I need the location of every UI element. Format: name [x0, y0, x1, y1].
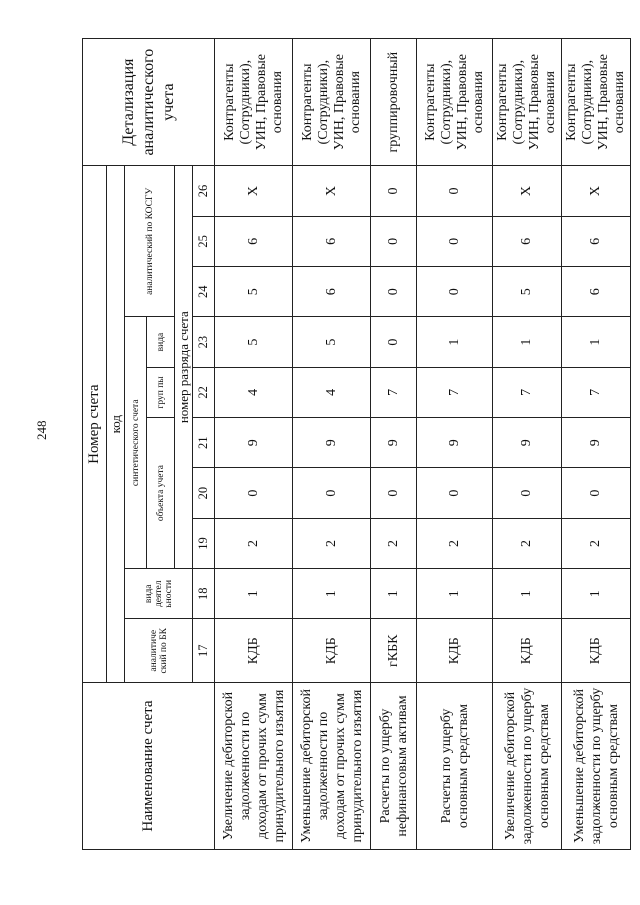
header-digit-number: номер разряда счета	[175, 166, 193, 569]
detail-cell: Контрагенты (Сотрудники), УИН, Правовые основания	[417, 39, 493, 166]
header-analytic-kosgu: аналитический по КОСГУ	[125, 166, 175, 317]
detail-cell: Контрагенты (Сотрудники), УИН, Правовые основания	[293, 39, 371, 166]
col-number-26: 26	[193, 166, 215, 216]
col-number-24: 24	[193, 267, 215, 317]
rotated-table-container	[82, 38, 627, 850]
cell-digit-26: 0	[371, 166, 417, 216]
table-row	[371, 39, 417, 850]
table-row	[215, 39, 293, 850]
header-analytic-bk: аналитиче ский по БК	[125, 619, 193, 683]
cell-digit-19: 2	[493, 518, 562, 568]
cell-digit-26: 0	[417, 166, 493, 216]
cell-digit-20: 0	[371, 468, 417, 518]
cell-activity-type: 1	[417, 569, 493, 619]
cell-analytic-bk: КДБ	[493, 619, 562, 683]
cell-digit-21: 9	[562, 418, 631, 468]
account-name: Уменьшение дебиторской задолженности по ущербу основным средствам	[562, 683, 631, 850]
detail-cell: Контрагенты (Сотрудники), УИН, Правовые основания	[562, 39, 631, 166]
cell-digit-24: 5	[215, 267, 293, 317]
cell-kind: 5	[215, 317, 293, 367]
col-number-25: 25	[193, 216, 215, 266]
cell-kind: 5	[293, 317, 371, 367]
cell-digit-26: Х	[215, 166, 293, 216]
cell-digit-21: 9	[493, 418, 562, 468]
account-name: Увеличение дебиторской задолженности по ущербу основным средствам	[493, 683, 562, 850]
cell-activity-type: 1	[215, 569, 293, 619]
header-name: Наименование счета	[83, 683, 215, 850]
cell-digit-20: 0	[562, 468, 631, 518]
cell-digit-20: 0	[293, 468, 371, 518]
table-row	[417, 39, 493, 850]
cell-digit-21: 9	[293, 418, 371, 468]
account-name: Уменьшение дебиторской задолженности по доходам от прочих сумм принудительного изъятия	[293, 683, 371, 850]
table-row	[493, 39, 562, 850]
cell-analytic-bk: КДБ	[293, 619, 371, 683]
cell-digit-20: 0	[417, 468, 493, 518]
account-name: Расчеты по ущербу основным средствам	[417, 683, 493, 850]
cell-kind: 1	[493, 317, 562, 367]
detail-cell: Контрагенты (Сотрудники), УИН, Правовые основания	[493, 39, 562, 166]
header-code: код	[107, 166, 125, 683]
table-row	[293, 39, 371, 850]
col-number-20: 20	[193, 468, 215, 518]
cell-digit-19: 2	[417, 518, 493, 568]
cell-kind: 1	[417, 317, 493, 367]
cell-digit-24: 0	[417, 267, 493, 317]
cell-activity-type: 1	[371, 569, 417, 619]
cell-digit-26: Х	[493, 166, 562, 216]
cell-digit-19: 2	[215, 518, 293, 568]
cell-group: 7	[371, 367, 417, 417]
col-number-22: 22	[193, 367, 215, 417]
header-account-number: Номер счета	[83, 166, 107, 683]
accounts-table	[82, 38, 631, 850]
cell-kind: 0	[371, 317, 417, 367]
col-number-18: 18	[193, 569, 215, 619]
header-detail: Детализация аналитического учета	[83, 39, 215, 166]
header-synthetic: синтетического счета	[125, 317, 147, 569]
header-activity-type: вида деятел ьности	[125, 569, 193, 619]
cell-digit-26: Х	[293, 166, 371, 216]
cell-digit-24: 6	[562, 267, 631, 317]
cell-digit-26: Х	[562, 166, 631, 216]
cell-kind: 1	[562, 317, 631, 367]
col-number-21: 21	[193, 418, 215, 468]
cell-digit-21: 9	[215, 418, 293, 468]
cell-analytic-bk: КДБ	[215, 619, 293, 683]
cell-digit-25: 0	[371, 216, 417, 266]
header-accounting-object: объекта учета	[147, 418, 175, 569]
cell-digit-24: 6	[293, 267, 371, 317]
cell-analytic-bk: КДБ	[417, 619, 493, 683]
col-number-19: 19	[193, 518, 215, 568]
account-name: Расчеты по ущербу нефинансовым активам	[371, 683, 417, 850]
cell-activity-type: 1	[493, 569, 562, 619]
page-number: 248	[34, 420, 49, 440]
cell-digit-25: 6	[562, 216, 631, 266]
cell-group: 7	[417, 367, 493, 417]
cell-digit-25: 6	[493, 216, 562, 266]
table-row	[562, 39, 631, 850]
cell-digit-20: 0	[215, 468, 293, 518]
cell-group: 4	[293, 367, 371, 417]
detail-cell: группировочный	[371, 39, 417, 166]
cell-digit-24: 5	[493, 267, 562, 317]
cell-digit-25: 6	[293, 216, 371, 266]
cell-activity-type: 1	[293, 569, 371, 619]
cell-digit-24: 0	[371, 267, 417, 317]
cell-digit-19: 2	[562, 518, 631, 568]
cell-digit-21: 9	[371, 418, 417, 468]
detail-cell: Контрагенты (Сотрудники), УИН, Правовые основания	[215, 39, 293, 166]
cell-activity-type: 1	[562, 569, 631, 619]
header-kind: вида	[147, 317, 175, 367]
account-name: Увеличение дебиторской задолженности по доходам от прочих сумм принудительного изъятия	[215, 683, 293, 850]
cell-group: 7	[493, 367, 562, 417]
col-number-17: 17	[193, 619, 215, 683]
cell-analytic-bk: гКБК	[371, 619, 417, 683]
cell-digit-20: 0	[493, 468, 562, 518]
cell-digit-25: 0	[417, 216, 493, 266]
cell-group: 7	[562, 367, 631, 417]
header-group: груп пы	[147, 367, 175, 417]
col-number-23: 23	[193, 317, 215, 367]
cell-digit-19: 2	[293, 518, 371, 568]
cell-digit-19: 2	[371, 518, 417, 568]
cell-group: 4	[215, 367, 293, 417]
cell-digit-25: 6	[215, 216, 293, 266]
cell-analytic-bk: КДБ	[562, 619, 631, 683]
cell-digit-21: 9	[417, 418, 493, 468]
